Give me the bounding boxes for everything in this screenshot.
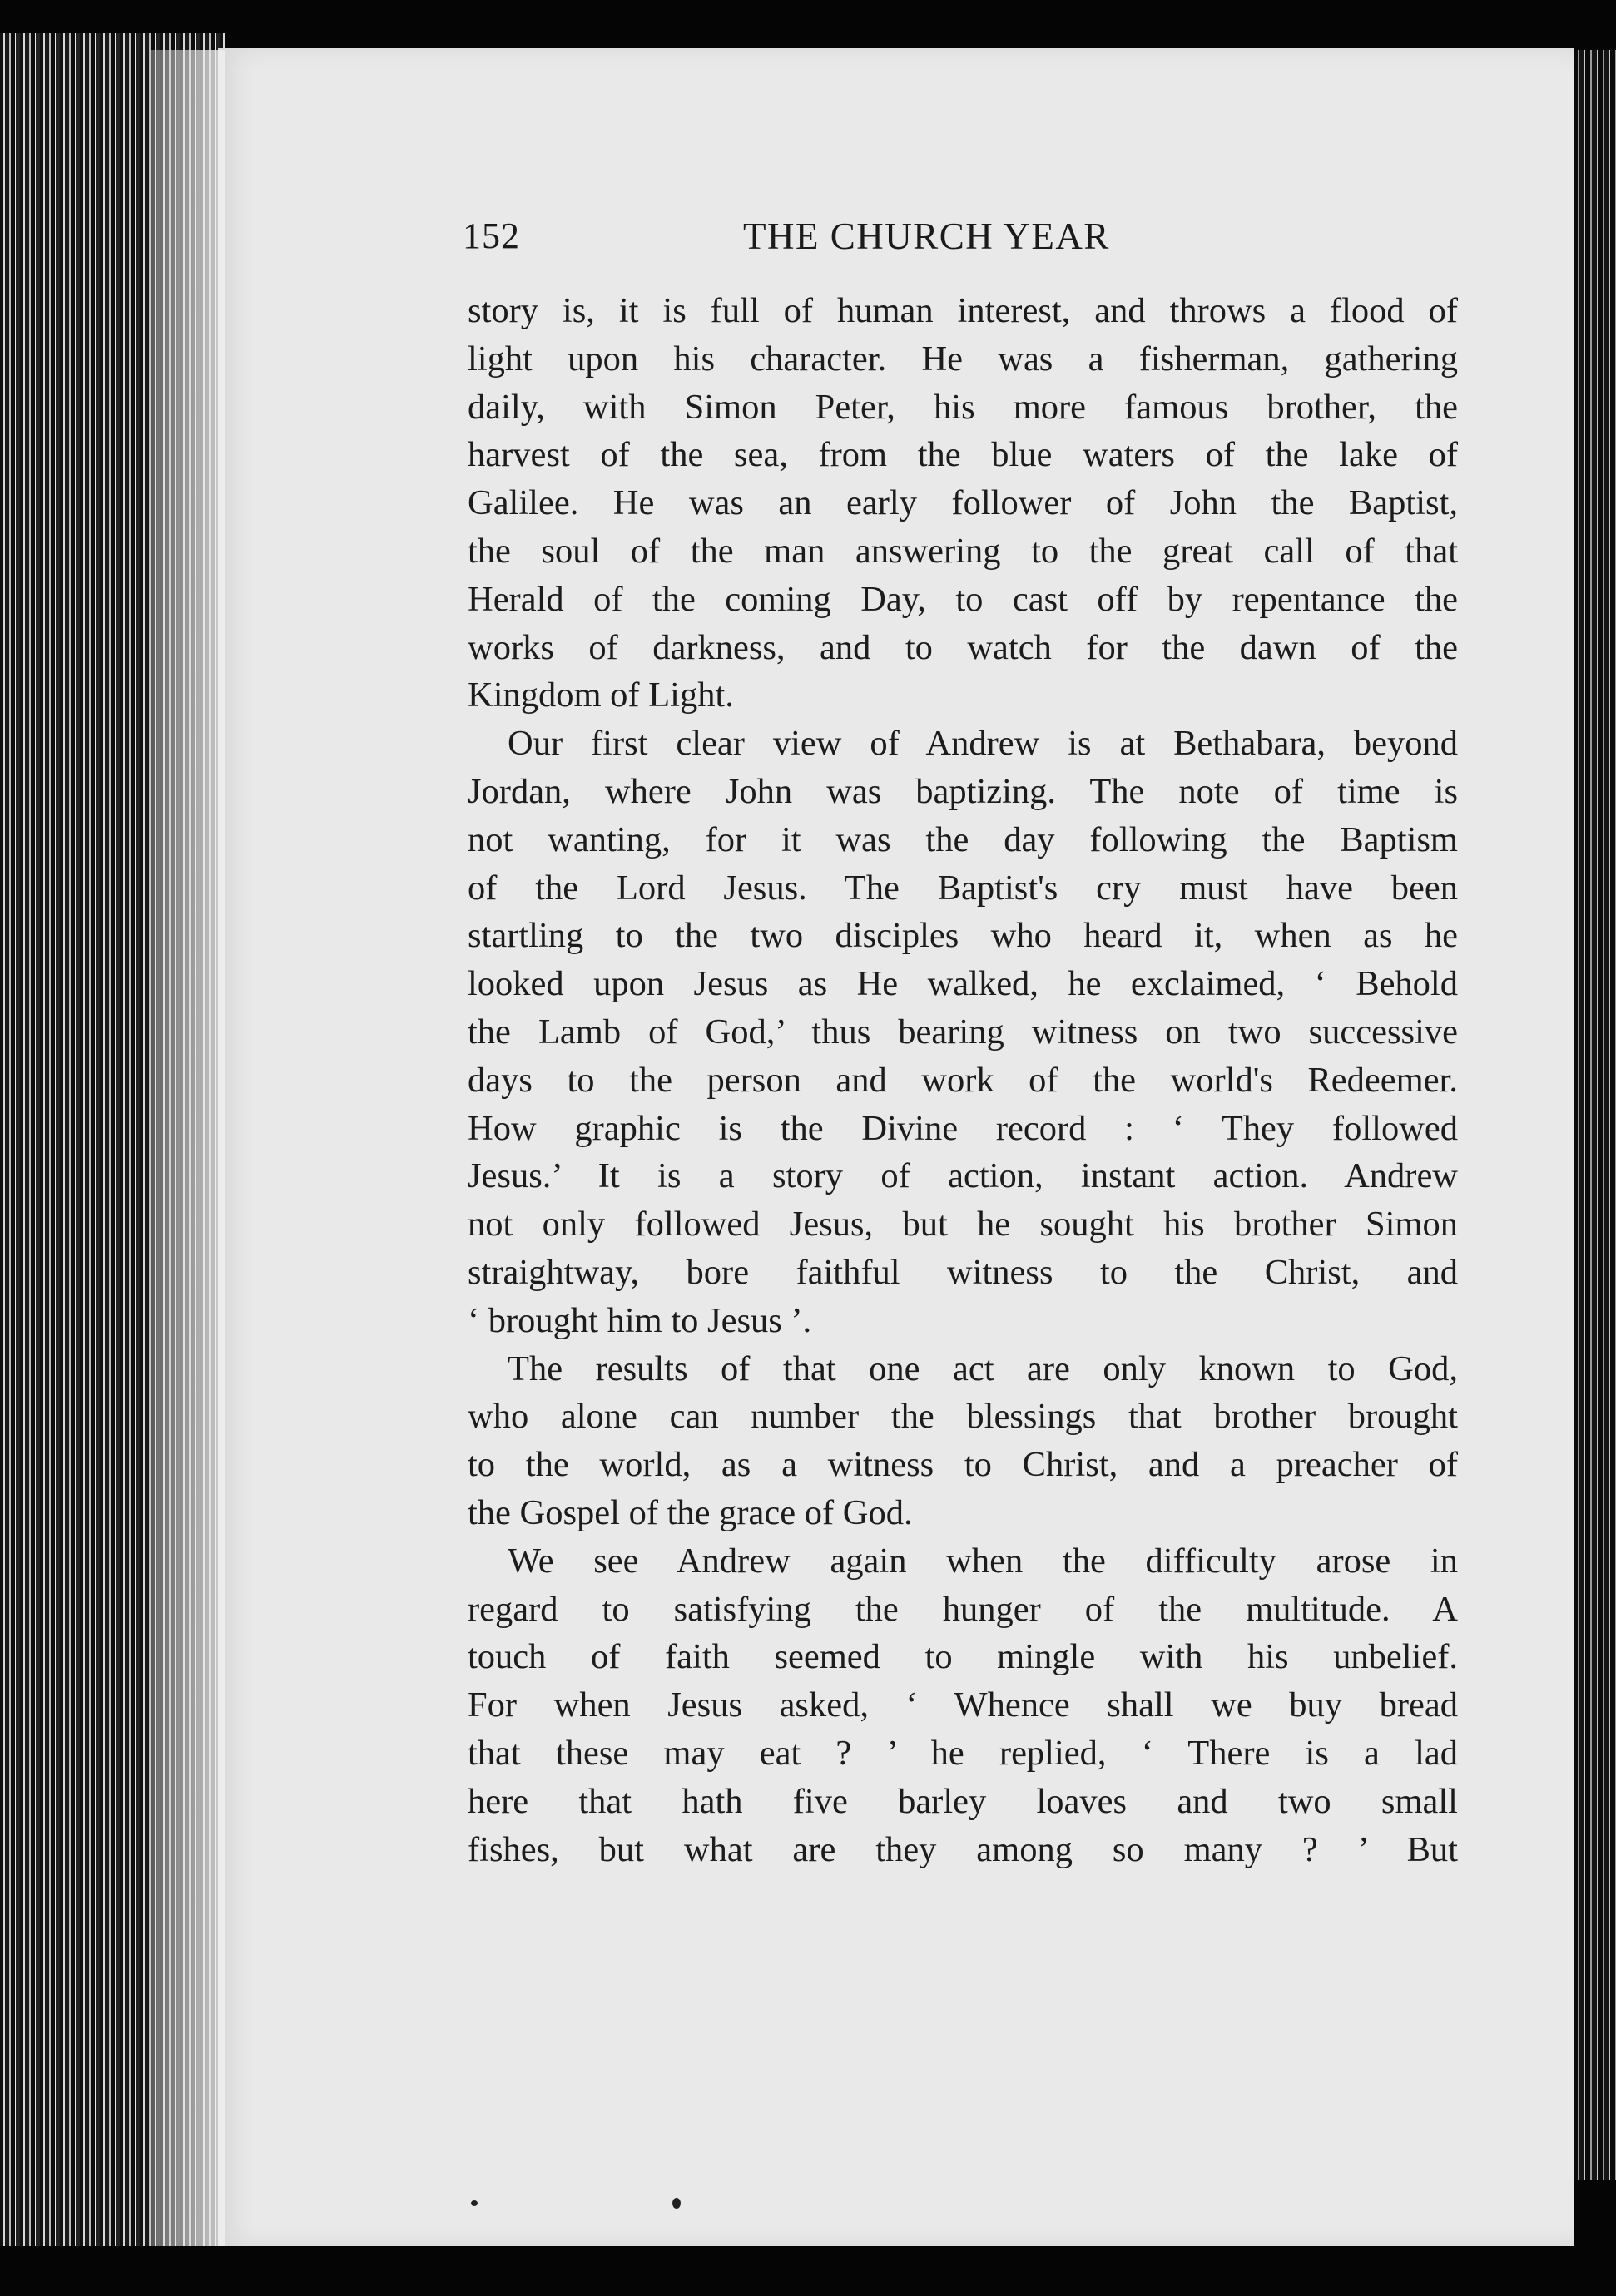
body-text <box>468 287 1458 1873</box>
text-line: We see Andrew again when the difficulty arose in <box>508 1541 1458 1581</box>
text-line: Herald of the coming Day, to cast off by repentance the <box>468 579 1458 619</box>
text-line: that these may eat ? ’ he replied, ‘ There is a lad <box>468 1733 1458 1773</box>
text-line: Kingdom of Light. <box>468 675 734 715</box>
text-line: of the Lord Jesus. The Baptist's cry must have been <box>468 868 1458 908</box>
text-line: looked upon Jesus as He walked, he exclaimed, ‘ Behold <box>468 964 1458 1004</box>
page-number: 152 <box>463 215 520 256</box>
text-line: How graphic is the Divine record : ‘ They followed <box>468 1108 1458 1148</box>
text-line: harvest of the sea, from the blue waters of the lake of <box>468 435 1458 475</box>
text-line: Jordan, where John was baptizing. The note of time is <box>468 771 1458 811</box>
page-header <box>463 215 1461 265</box>
text-line: straightway, bore faithful witness to the Christ, and <box>468 1252 1458 1292</box>
text-line: the Lamb of God,’ thus bearing witness on two successive <box>468 1012 1458 1052</box>
text-line: touch of faith seemed to mingle with his unbelief. <box>468 1637 1458 1677</box>
ink-speck <box>471 2200 478 2206</box>
text-line: ‘ brought him to Jesus ’. <box>468 1300 812 1340</box>
text-line: story is, it is full of human interest, and throws a flood of <box>468 291 1458 330</box>
text-line: who alone can number the blessings that brother brought <box>468 1397 1458 1437</box>
text-line: Jesus.’ It is a story of action, instant action. Andrew <box>468 1156 1458 1196</box>
text-line: For when Jesus asked, ‘ Whence shall we buy bread <box>468 1685 1458 1725</box>
text-line: light upon his character. He was a fisherman, gathering <box>468 339 1458 379</box>
text-line: The results of that one act are only known to God, <box>508 1348 1458 1388</box>
book-page-edges-right <box>1573 50 1616 2180</box>
text-line: the soul of the man answering to the great call of that <box>468 531 1458 571</box>
text-line: regard to satisfying the hunger of the multitude. A <box>468 1589 1458 1629</box>
text-line: here that hath five barley loaves and two small <box>468 1781 1458 1821</box>
text-line: fishes, but what are they among so many ? ’ But <box>468 1829 1458 1869</box>
text-line: to the world, as a witness to Christ, and a preacher of <box>468 1445 1458 1485</box>
running-title: THE CHURCH YEAR <box>743 215 1110 257</box>
text-line: not only followed Jesus, but he sought his brother Simon <box>468 1205 1458 1244</box>
page-gutter-shadow <box>150 50 225 2246</box>
text-line: the Gospel of the grace of God. <box>468 1492 913 1532</box>
text-line: Galilee. He was an early follower of John the Baptist, <box>468 483 1458 523</box>
ink-speck <box>672 2198 681 2209</box>
text-line: Our first clear view of Andrew is at Bethabara, beyond <box>508 724 1458 764</box>
text-line: not wanting, for it was the day following the Baptism <box>468 819 1458 859</box>
text-line: works of darkness, and to watch for the dawn of the <box>468 627 1458 667</box>
text-line: daily, with Simon Peter, his more famous brother, the <box>468 387 1458 427</box>
text-line: startling to the two disciples who heard it, when as he <box>468 916 1458 956</box>
text-line: days to the person and work of the world's Redeemer. <box>468 1060 1458 1100</box>
